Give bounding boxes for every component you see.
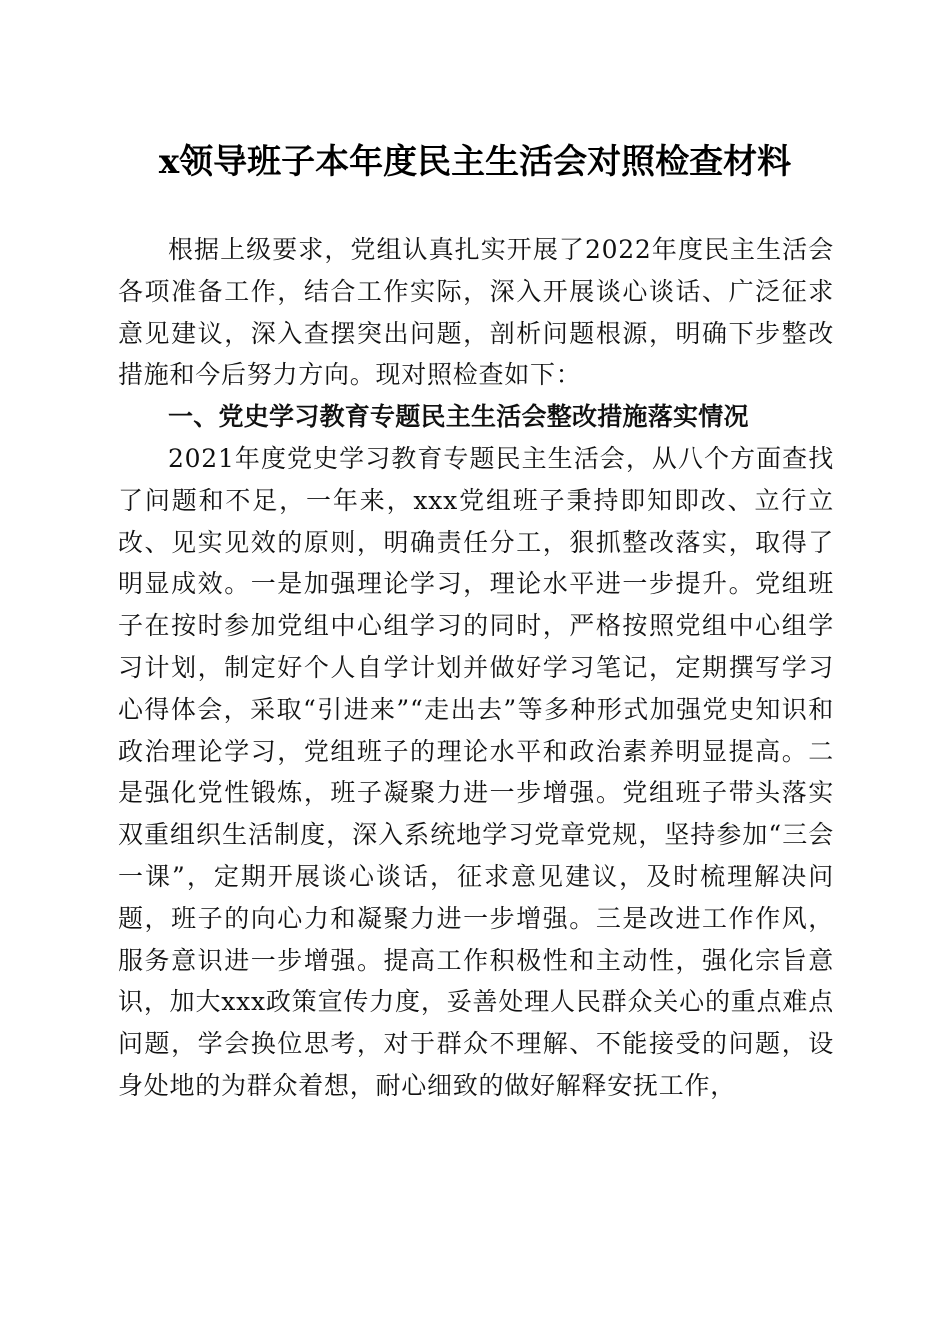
document-title: x领导班子本年度民主生活会对照检查材料 (158, 142, 792, 182)
intro-paragraph: 根据上级要求，党组认真扎实开展了2022年度民主生活会各项准备工作，结合工作实际，深入开展谈心谈话、广泛征求意见建议，深入查摆突出问题，剖析问题根源，明确下步整改措施和今后努力方向。现对照检查如下： (118, 235, 834, 390)
document-body (118, 229, 834, 1107)
section-paragraph: 2021年度党史学习教育专题民主生活会，从八个方面查找了问题和不足，一年来，xxx党组班子秉持即知即改、立行立改、见实见效的原则，明确责任分工，狠抓整改落实，取得了明显成效。一是加强理论学习，理论水平进一步提升。党组班子在按时参加党组中心组学习的同时，严格按照党组中心组学习计划，制定好个人自学计划并做好学习笔记，定期撰写学习心得体会，采取“引进来”“走出去”等多种形式加强党史知识和政治理论学习，党组班子的理论水平和政治素养明显提高。二是强化党性锻炼，班子凝聚力进一步增强。党组班子带头落实双重组织生活制度，深入系统地学习党章党规，坚持参加“三会一课”，定期开展谈心谈话，征求意见建议，及时梳理解决问题，班子的向心力和凝聚力进一步增强。三是改进工作作风，服务意识进一步增强。提高工作积极性和主动性，强化宗旨意识，加大xxx政策宣传力度，妥善处理人民群众关心的重点难点问题，学会换位思考，对于群众不理解、不能接受的问题，设身处地的为群众着想，耐心细致的做好解释安抚工作， (118, 443, 834, 1100)
section-heading: 一、党史学习教育专题民主生活会整改措施落实情况 (168, 402, 749, 432)
